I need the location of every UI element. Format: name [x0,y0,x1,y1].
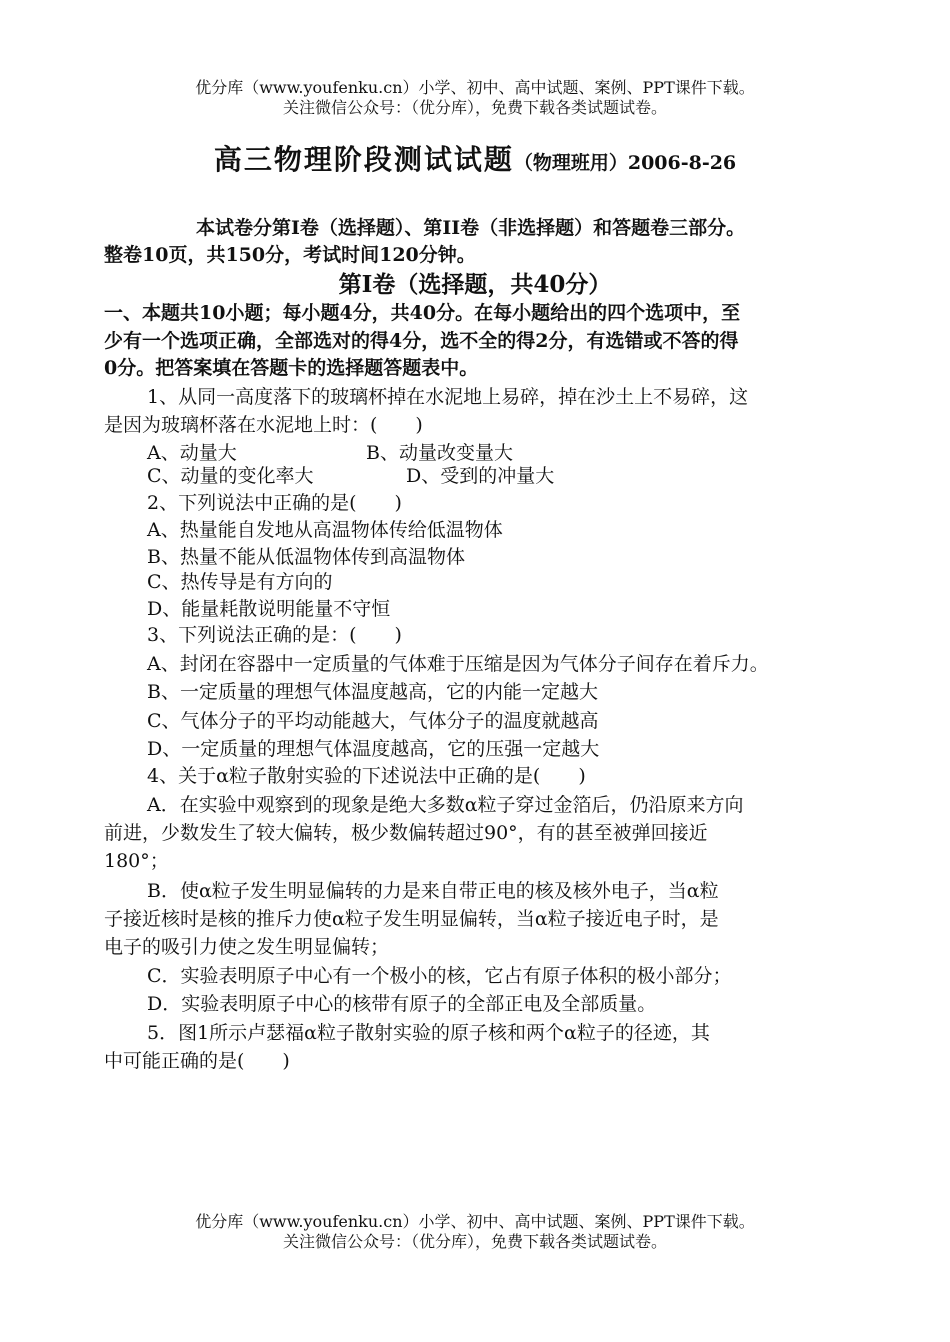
intro-line-2: 整卷10页，共150分，考试时间120分钟。 [104,244,476,266]
q5-stem-line-1: 5．图1所示卢瑟福α粒子散射实验的原子核和两个α粒子的径迹，其 [147,1022,710,1044]
q3-option-c: C、气体分子的平均动能越大，气体分子的温度就越高 [147,710,599,732]
footer-line-2: 关注微信公众号：（优分库），免费下载各类试题试卷。 [282,1232,667,1251]
q2-option-a: A、热量能自发地从高温物体传给低温物体 [147,519,503,541]
q4-option-a-line-2: 前进，少数发生了较大偏转，极少数偏转超过90°，有的甚至被弹回接近 [104,822,708,844]
instructions-line-2: 少有一个选项正确，全部选对的得4分，选不全的得2分，有选错或不答的得 [104,330,739,352]
q1-option-b: B、动量改变量大 [366,442,513,464]
header-line-2: 关注微信公众号：（优分库），免费下载各类试题试卷。 [282,98,667,117]
header-line-1: 优分库（www.youfenku.cn）小学、初中、高中试题、案例、PPT课件下载。 [195,78,755,97]
q5-stem-line-2: 中可能正确的是( ) [104,1050,290,1072]
q4-option-b-line-2: 子接近核时是核的推斥力使α粒子发生明显偏转，当α粒子接近电子时，是 [104,908,719,930]
q3-stem: 3、下列说法正确的是：( ) [147,624,402,646]
q3-option-d: D、一定质量的理想气体温度越高，它的压强一定越大 [147,738,600,760]
q4-stem: 4、关于α粒子散射实验的下述说法中正确的是( ) [147,765,586,787]
q2-option-d: D、能量耗散说明能量不守恒 [147,598,391,620]
q1-stem-line-2: 是因为玻璃杯落在水泥地上时：( ) [104,414,423,436]
q2-option-c: C、热传导是有方向的 [147,571,333,593]
q3-option-a: A、封闭在容器中一定质量的气体难于压缩是因为气体分子间存在着斥力。 [147,653,769,675]
q1-option-a: A、动量大 [147,442,237,464]
section-1-title: 第Ⅰ卷（选择题，共40分） [338,271,612,298]
q4-option-a-line-1: A．在实验中观察到的现象是绝大多数α粒子穿过金箔后，仍沿原来方向 [147,794,744,816]
intro-line-1: 本试卷分第Ⅰ卷（选择题）、第II卷（非选择题）和答题卷三部分。 [196,217,746,239]
page-title [0,138,950,178]
instructions-line-1: 一、本题共10小题；每小题4分，共40分。在每小题给出的四个选项中，至 [104,302,741,324]
q4-option-c: C．实验表明原子中心有一个极小的核，它占有原子体积的极小部分； [147,965,732,987]
q4-option-b-line-1: B．使α粒子发生明显偏转的力是来自带正电的核及核外电子，当α粒 [147,880,719,902]
title-sub: （物理班用）2006-8-26 [513,152,737,174]
q1-stem-line-1: 1、从同一高度落下的玻璃杯掉在水泥地上易碎，掉在沙土上不易碎，这 [147,386,749,408]
q4-option-a-line-3: 180°； [104,850,169,872]
title-main: 高三物理阶段测试试题 [213,143,514,176]
q2-option-b: B、热量不能从低温物体传到高温物体 [147,546,465,568]
q1-option-c: C、动量的变化率大 [147,465,314,487]
footer-line-1: 优分库（www.youfenku.cn）小学、初中、高中试题、案例、PPT课件下载。 [195,1212,755,1231]
q4-option-b-line-3: 电子的吸引力使之发生明显偏转； [104,936,390,958]
instructions-line-3: 0分。把答案填在答题卡的选择题答题表中。 [104,357,479,379]
q4-option-d: D．实验表明原子中心的核带有原子的全部正电及全部质量。 [147,993,657,1015]
q2-stem: 2、下列说法中正确的是( ) [147,492,402,514]
q3-option-b: B、一定质量的理想气体温度越高，它的内能一定越大 [147,681,598,703]
q1-option-d: D、受到的冲量大 [406,465,555,487]
